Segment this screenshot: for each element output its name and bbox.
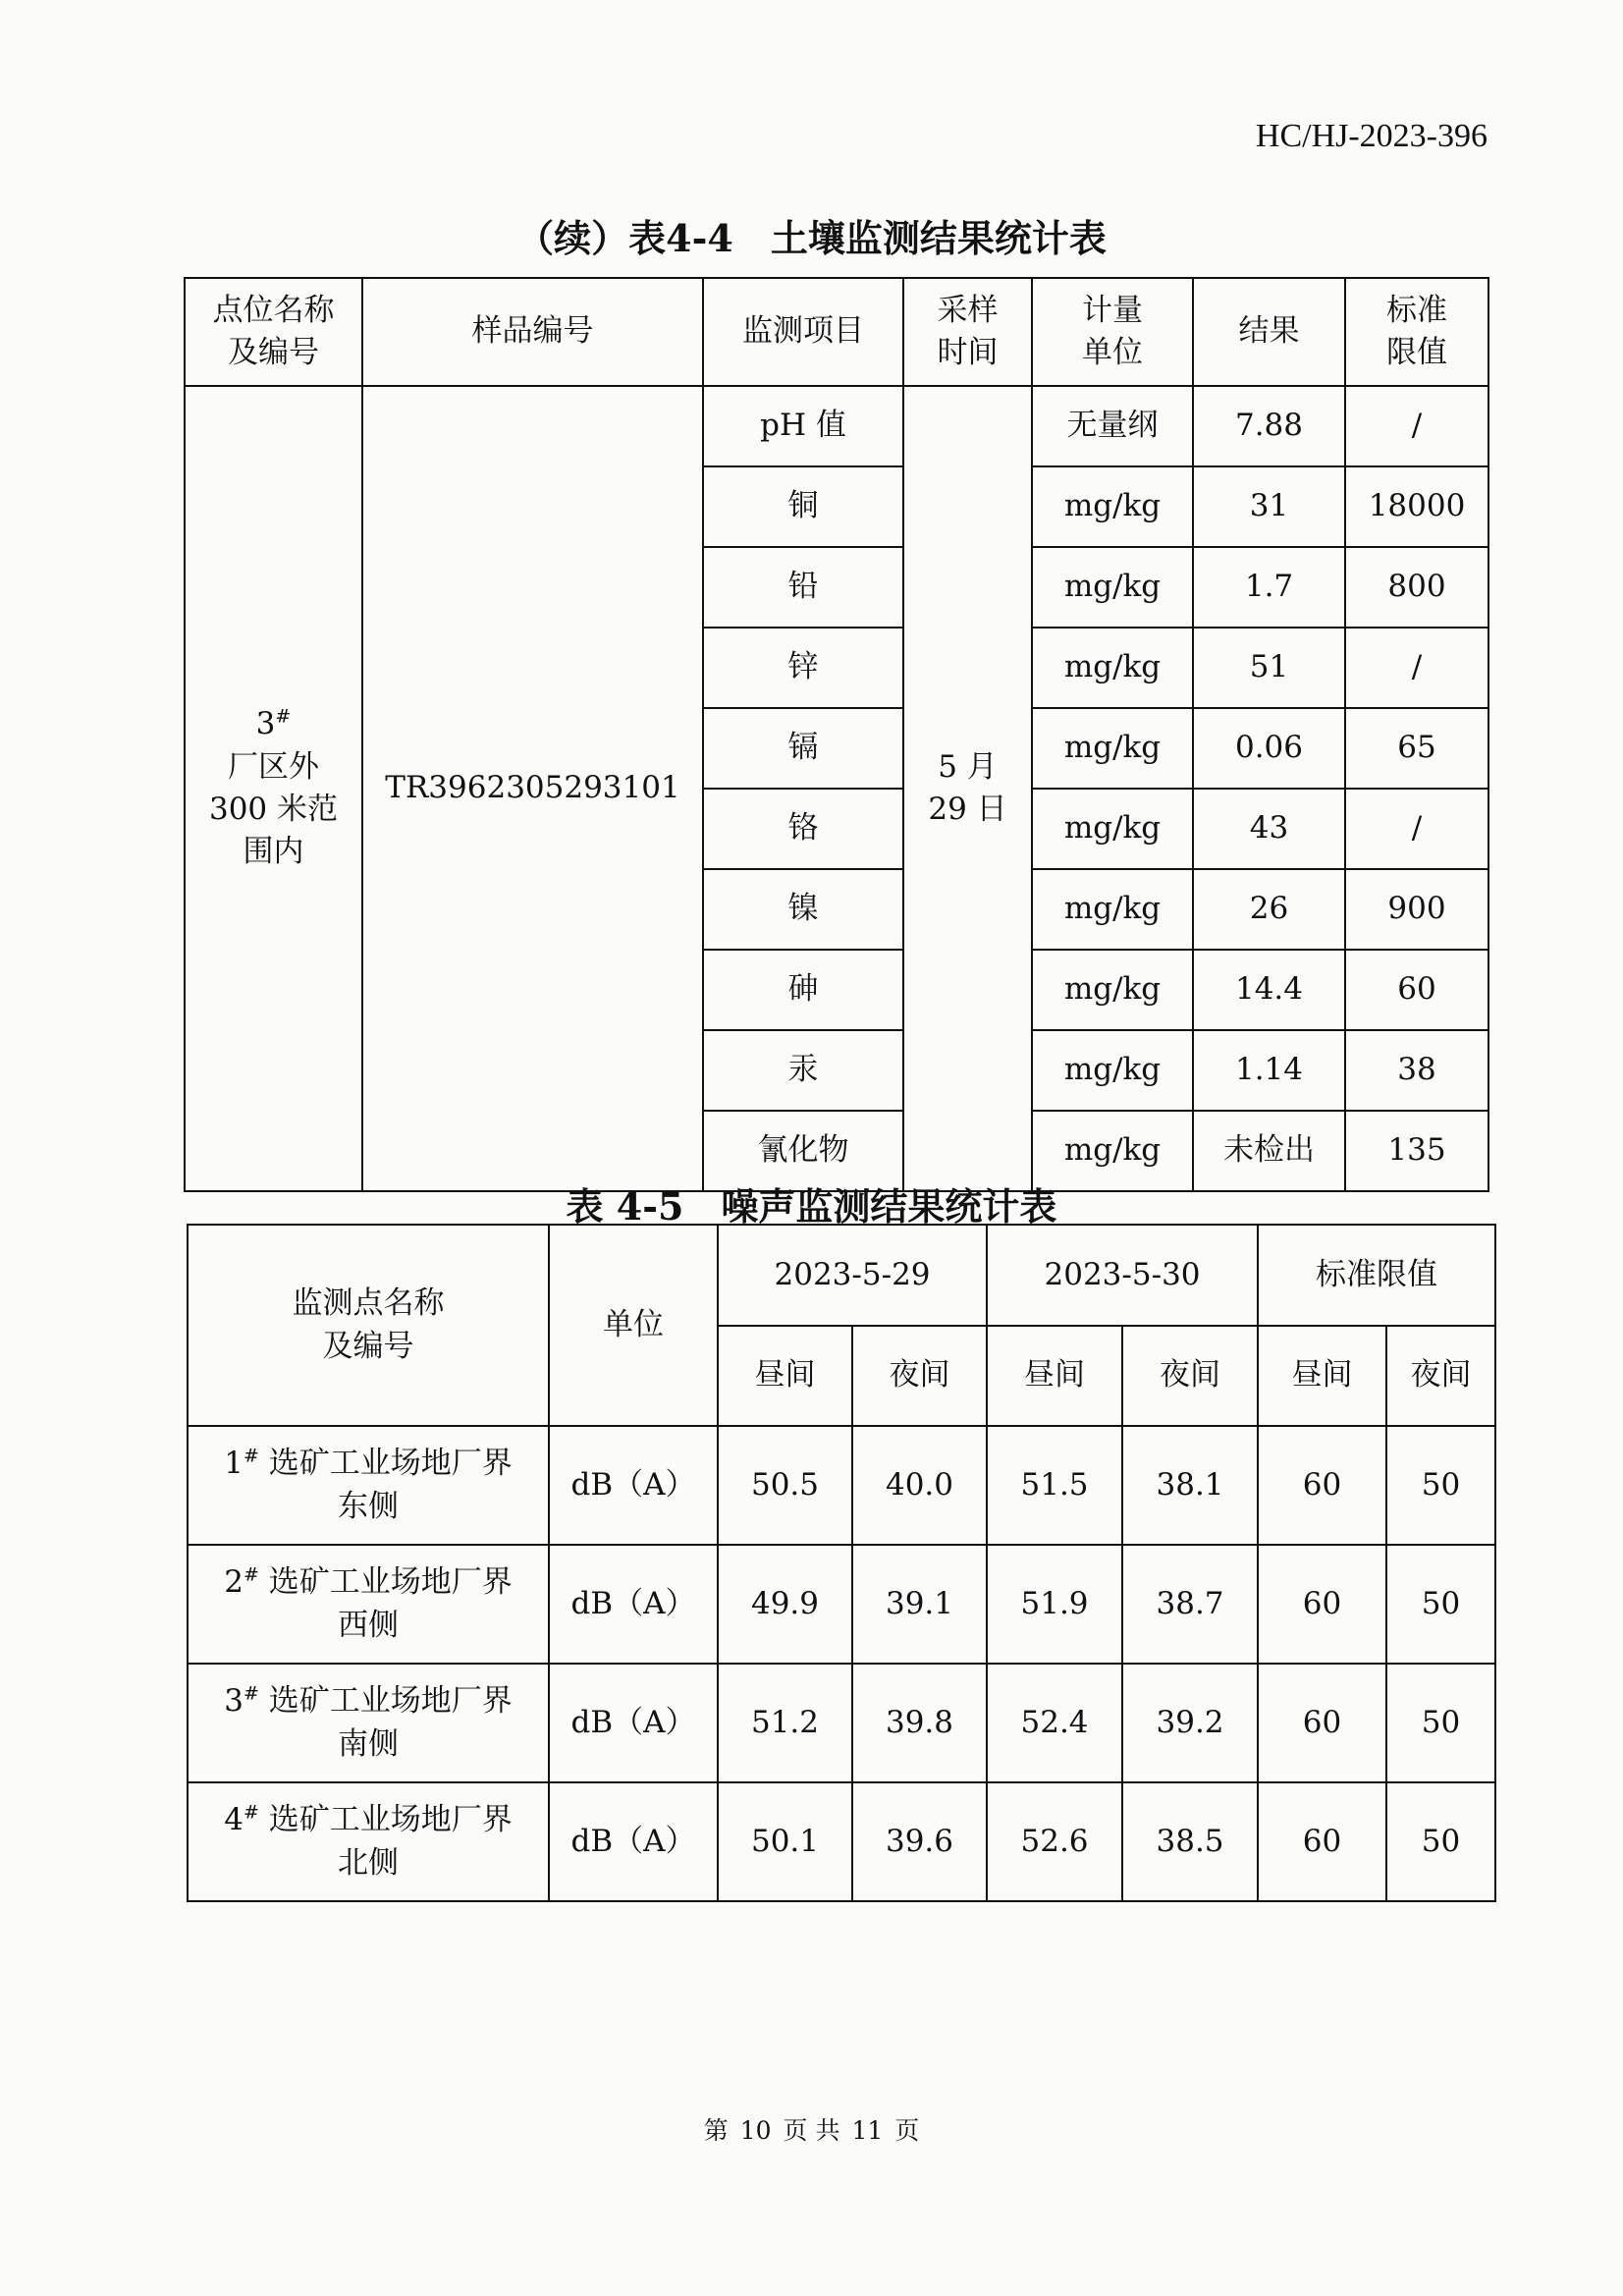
soil-limit: 65	[1345, 708, 1488, 789]
noise-lim-night: 50	[1386, 1782, 1495, 1901]
noise-d2-day: 52.4	[987, 1664, 1122, 1782]
soil-result: 51	[1193, 628, 1345, 708]
soil-item: 氰化物	[703, 1111, 903, 1191]
footer-page-num: 10	[739, 2116, 772, 2145]
soil-unit: mg/kg	[1032, 950, 1193, 1030]
soil-result: 14.4	[1193, 950, 1345, 1030]
soil-result: 31	[1193, 466, 1345, 547]
noise-d1-night: 40.0	[852, 1426, 987, 1545]
soil-item: 镉	[703, 708, 903, 789]
soil-header-row	[185, 278, 1488, 386]
soil-header-result: 结果	[1193, 278, 1345, 386]
soil-item: 砷	[703, 950, 903, 1030]
soil-unit: mg/kg	[1032, 547, 1193, 628]
noise-d2-night: 39.2	[1122, 1664, 1258, 1782]
soil-header-item: 监测项目	[703, 278, 903, 386]
noise-point-sup: #	[243, 1445, 259, 1467]
soil-header-unit: 计量 单位	[1032, 278, 1193, 386]
soil-item: 镍	[703, 869, 903, 950]
noise-header-point: 监测点名称 及编号	[188, 1225, 549, 1426]
soil-limit: /	[1345, 628, 1488, 708]
soil-unit: mg/kg	[1032, 1030, 1193, 1111]
soil-point-cell	[185, 386, 362, 1191]
soil-result: 43	[1193, 789, 1345, 869]
noise-point-sup: #	[243, 1801, 259, 1824]
soil-point-sup: #	[275, 705, 292, 728]
soil-header-sample: 样品编号	[362, 278, 703, 386]
noise-lim-night: 50	[1386, 1545, 1495, 1664]
soil-item: 锌	[703, 628, 903, 708]
noise-lim-day: 60	[1258, 1664, 1386, 1782]
footer-page-total: 11	[851, 2116, 884, 2145]
noise-d1-day: 49.9	[718, 1545, 852, 1664]
soil-limit: 800	[1345, 547, 1488, 628]
noise-d2-day: 51.9	[987, 1545, 1122, 1664]
noise-point-number: 4	[224, 1802, 243, 1838]
noise-d1-night: 39.1	[852, 1545, 987, 1664]
table-row	[188, 1782, 1495, 1901]
soil-limit: /	[1345, 386, 1488, 466]
table-row	[188, 1545, 1495, 1664]
noise-header-day: 昼间	[987, 1326, 1122, 1426]
soil-table-title: （续）表4-4 土壤监测结果统计表	[516, 216, 1107, 260]
footer-suffix: 页	[894, 2116, 920, 2145]
noise-unit: dB（A）	[549, 1426, 718, 1545]
page-footer	[0, 2111, 1623, 2147]
soil-unit: mg/kg	[1032, 789, 1193, 869]
noise-unit: dB（A）	[549, 1664, 718, 1782]
soil-result: 1.14	[1193, 1030, 1345, 1111]
noise-header-night: 夜间	[852, 1326, 987, 1426]
soil-result: 26	[1193, 869, 1345, 950]
noise-d1-day: 51.2	[718, 1664, 852, 1782]
noise-unit: dB（A）	[549, 1782, 718, 1901]
noise-header-limit: 标准限值	[1258, 1225, 1495, 1326]
soil-result: 未检出	[1193, 1111, 1345, 1191]
soil-unit: mg/kg	[1032, 708, 1193, 789]
noise-point-number: 2	[224, 1564, 243, 1601]
soil-header-point: 点位名称 及编号	[185, 278, 362, 386]
noise-lim-day: 60	[1258, 1426, 1386, 1545]
soil-result: 0.06	[1193, 708, 1345, 789]
soil-result: 7.88	[1193, 386, 1345, 466]
table-row	[188, 1664, 1495, 1782]
noise-point-number: 1	[224, 1446, 243, 1482]
noise-lim-day: 60	[1258, 1782, 1386, 1901]
footer-prefix: 第	[703, 2116, 729, 2145]
noise-point-sup: #	[243, 1682, 259, 1705]
soil-limit: 38	[1345, 1030, 1488, 1111]
table-row	[188, 1426, 1495, 1545]
noise-header-day: 昼间	[718, 1326, 852, 1426]
noise-lim-day: 60	[1258, 1545, 1386, 1664]
noise-d1-night: 39.6	[852, 1782, 987, 1901]
table-row	[185, 386, 1488, 466]
soil-limit: 900	[1345, 869, 1488, 950]
noise-d2-night: 38.1	[1122, 1426, 1258, 1545]
noise-point-name: 选矿工业场地厂界 西侧	[268, 1564, 513, 1643]
soil-limit: 135	[1345, 1111, 1488, 1191]
soil-item: 铅	[703, 547, 903, 628]
footer-mid: 页 共	[783, 2116, 840, 2145]
noise-d1-night: 39.8	[852, 1664, 987, 1782]
soil-sample-no: TR3962305293101	[362, 386, 703, 1191]
noise-header-date2: 2023-5-30	[987, 1225, 1258, 1326]
soil-unit: mg/kg	[1032, 628, 1193, 708]
noise-header-row	[188, 1225, 1495, 1326]
soil-point-number: 3	[255, 706, 276, 742]
noise-header-night: 夜间	[1122, 1326, 1258, 1426]
noise-header-night: 夜间	[1386, 1326, 1495, 1426]
soil-header-time: 采样 时间	[903, 278, 1032, 386]
soil-item: pH 值	[703, 386, 903, 466]
noise-point-cell	[188, 1545, 549, 1664]
soil-unit: mg/kg	[1032, 1111, 1193, 1191]
noise-point-name: 选矿工业场地厂界 北侧	[268, 1802, 513, 1881]
soil-limit: 18000	[1345, 466, 1488, 547]
soil-limit: 60	[1345, 950, 1488, 1030]
noise-lim-night: 50	[1386, 1664, 1495, 1782]
noise-header-date1: 2023-5-29	[718, 1225, 987, 1326]
noise-point-cell	[188, 1782, 549, 1901]
noise-point-name: 选矿工业场地厂界 南侧	[268, 1683, 513, 1762]
noise-point-name: 选矿工业场地厂界 东侧	[268, 1446, 513, 1524]
noise-lim-night: 50	[1386, 1426, 1495, 1545]
noise-header-day: 昼间	[1258, 1326, 1386, 1426]
noise-d1-day: 50.5	[718, 1426, 852, 1545]
noise-d2-day: 52.6	[987, 1782, 1122, 1901]
soil-item: 铬	[703, 789, 903, 869]
noise-point-cell	[188, 1664, 549, 1782]
noise-point-number: 3	[224, 1683, 243, 1720]
soil-item: 汞	[703, 1030, 903, 1111]
soil-result: 1.7	[1193, 547, 1345, 628]
soil-unit: mg/kg	[1032, 869, 1193, 950]
soil-header-limit: 标准 限值	[1345, 278, 1488, 386]
noise-d2-night: 38.7	[1122, 1545, 1258, 1664]
noise-point-cell	[188, 1426, 549, 1545]
noise-d2-night: 38.5	[1122, 1782, 1258, 1901]
noise-d1-day: 50.1	[718, 1782, 852, 1901]
noise-unit: dB（A）	[549, 1545, 718, 1664]
soil-point-name: 厂区外 300 米范 围内	[208, 748, 339, 870]
noise-header-unit: 单位	[549, 1225, 718, 1426]
document-id: HC/HJ-2023-396	[1255, 118, 1488, 154]
soil-monitoring-table	[184, 277, 1489, 1192]
noise-point-sup: #	[243, 1563, 259, 1586]
noise-table-title: 表 4-5 噪声监测结果统计表	[566, 1184, 1057, 1229]
soil-item: 铜	[703, 466, 903, 547]
noise-monitoring-table	[187, 1224, 1496, 1902]
soil-unit: mg/kg	[1032, 466, 1193, 547]
soil-sample-time: 5 月 29 日	[903, 386, 1032, 1191]
noise-d2-day: 51.5	[987, 1426, 1122, 1545]
soil-unit: 无量纲	[1032, 386, 1193, 466]
soil-limit: /	[1345, 789, 1488, 869]
